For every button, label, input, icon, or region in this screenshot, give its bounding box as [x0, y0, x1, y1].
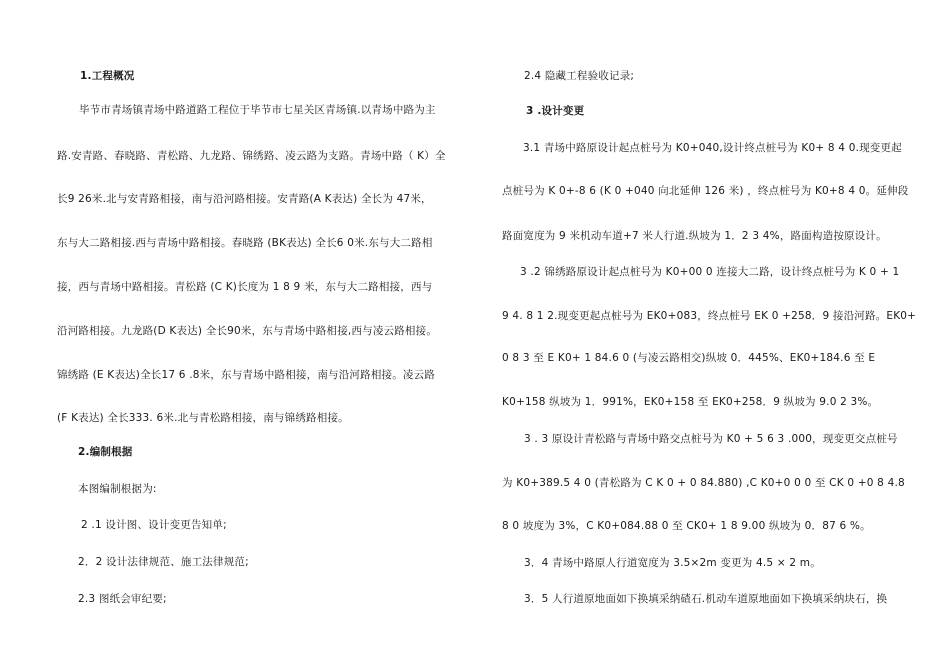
section-heading-overview: 1.工程概况: [80, 70, 135, 82]
paragraph-line: 接，西与青场中路相接。青松路 (C K)长度为 1 8 9 米，东与大二路相接，西与: [57, 281, 433, 293]
list-item: 2．2 设计法律规范、施工法律规范;: [78, 556, 249, 568]
paragraph-line: 3 .2 锦绣路原设计起点桩号为 K0+00 0 连接大二路，设计终点桩号为 K 0 + 1: [520, 266, 900, 278]
paragraph-line: 3．4 青场中路原人行道宽度为 3.5×2m 变更为 4.5 × 2 m。: [524, 557, 821, 569]
paragraph-line: 8 0 坡度为 3%，C K0+084.88 0 至 CK0+ 1 8 9.00 纵坡为 0．87 6 %。: [502, 520, 871, 532]
paragraph-line: 长9 26米.北与安青路相接，南与沿河路相接。安青路(A K表达) 全长为 47米，: [57, 193, 432, 205]
paragraph-line: 3．5 人行道原地面如下换填采纳碴石.机动车道原地面如下换填采纳块石，换: [524, 593, 888, 605]
paragraph-line: 路.安青路、春晓路、青松路、九龙路、锦绣路、凌云路为支路。青场中路（ K）全: [57, 150, 446, 162]
paragraph-line: 东与大二路相接.西与青场中路相接。春晓路 (BK表达) 全长6 0米.东与大二路相: [57, 237, 433, 249]
paragraph-line: 毕节市青场镇青场中路道路工程位于毕节市七星关区青场镇.以青场中路为主: [79, 104, 436, 116]
list-item: 2 .1 设计图、设计变更告知单;: [81, 519, 227, 531]
section-heading-design-change: 3 .设计变更: [526, 105, 585, 117]
paragraph-line: 本图编制根据为:: [78, 483, 157, 495]
paragraph-line: 3 . 3 原设计青松路与青场中路交点桩号为 K0 + 5 6 3 .000，现变更交点桩号: [524, 433, 898, 445]
paragraph-line: 点桩号为 K 0+-8 6 (K 0 +040 向北延伸 126 米) ，终点桩号为 K0+8 4 0。延伸段: [502, 185, 909, 197]
paragraph-line: 锦绣路 (E K表达)全长17 6 .8米，东与青场中路相接，南与沿河路相接。凌云路: [57, 369, 436, 381]
section-heading-basis: 2.编制根据: [78, 446, 133, 458]
paragraph-line: 为 K0+389.5 4 0 (青松路为 C K 0 + 0 84.880) ,C K0+0 0 0 至 CK 0 +0 8 4.8: [502, 477, 905, 489]
list-item: 2.3 图纸会审纪要;: [78, 593, 167, 605]
paragraph-line: (F K表达) 全长333. 6米.北与青松路相接，南与锦绣路相接。: [57, 412, 349, 424]
paragraph-line: 沿河路相接。九龙路(D K表达) 全长90米，东与青场中路相接,西与凌云路相接。: [57, 325, 438, 337]
paragraph-line: 3.1 青场中路原设计起点桩号为 K0+040,设计终点桩号为 K0+ 8 4 0.现变更起: [523, 142, 902, 154]
list-item: 2.4 隐藏工程验收记录;: [524, 70, 635, 82]
paragraph-line: K0+158 纵坡为 1．991%，EK0+158 至 EK0+258．9 纵坡为 9.0 2 3%。: [502, 396, 879, 408]
paragraph-line: 路面宽度为 9 米机动车道+7 米人行道.纵坡为 1．2 3 4%，路面构造按原设计。: [502, 230, 887, 242]
paragraph-line: 0 8 3 至 E K0+ 1 84.6 0 (与凌云路相交)纵坡 0．445%、EK0+184.6 至 E: [502, 352, 876, 364]
paragraph-line: 9 4. 8 1 2.现变更起点桩号为 EK0+083，终点桩号 EK 0 +258．9 接沿河路。EK0+: [502, 310, 917, 322]
